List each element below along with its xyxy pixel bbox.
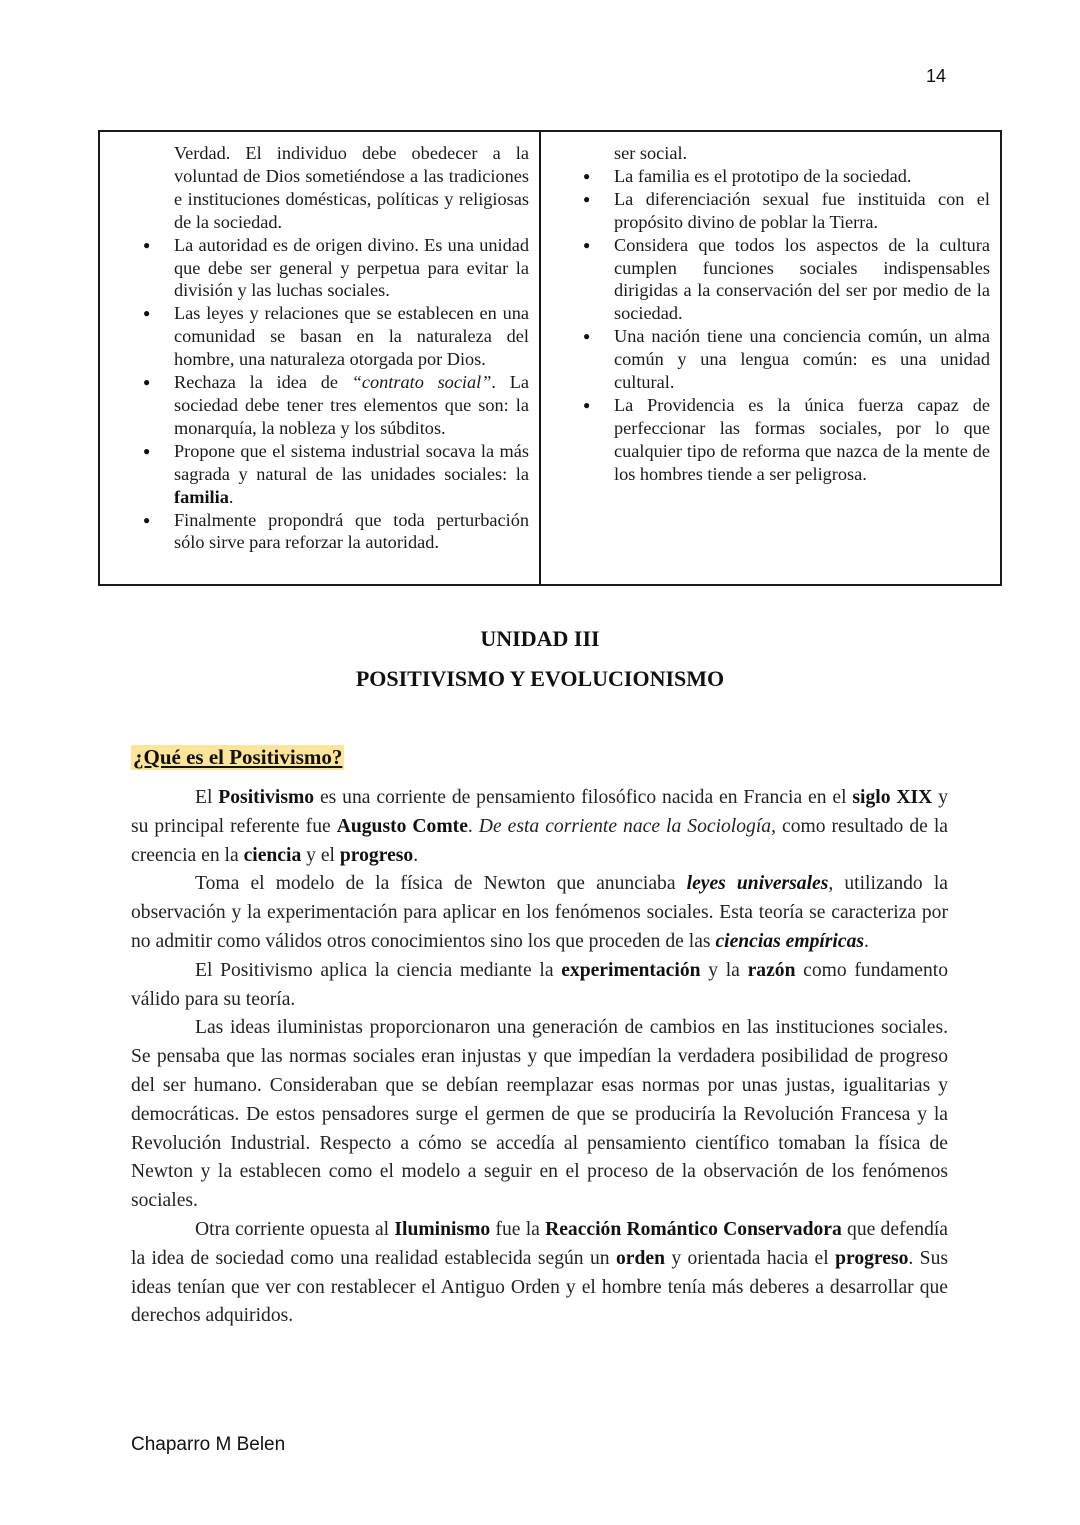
list-item: ● La Providencia es la única fuerza capaz de perfeccionar las formas sociales, por lo que cualquier tipo de reforma que nazca de la mente de los hombres tiende a ser peligrosa. <box>614 394 990 486</box>
section-heading: ¿Qué es el Positivismo? <box>133 745 343 769</box>
list-item: ● La familia es el prototipo de la sociedad. <box>614 165 990 188</box>
unit-label: UNIDAD III <box>480 626 600 651</box>
page-number: 14 <box>926 66 947 86</box>
list-item: ● La diferenciación sexual fue instituida con el propósito divino de poblar la Tierra. <box>614 188 990 234</box>
paragraph: El Positivismo aplica la ciencia mediante la experimentación y la razón como fundamento válido para su teoría. <box>131 959 948 1010</box>
list-item: ● Una nación tiene una conciencia común, un alma común y una lengua común: es una unidad cultural. <box>614 325 990 394</box>
paragraph: Toma el modelo de la física de Newton que anunciaba leyes universales, utilizando la observación y la experimentación para aplicar en los fenómenos sociales. Esta teoría se caracteriza por no admitir como válidos otros conocimientos sino los que proceden de las ciencias empíricas. <box>131 873 948 952</box>
list-item: ● La autoridad es de origen divino. Es una unidad que debe ser general y perpetua para evitar la división y las luchas sociales. <box>174 234 529 303</box>
list-item: ● Las leyes y relaciones que se establecen en una comunidad se basan en la naturaleza del hombre, una naturaleza otorgada por Dios. <box>174 302 529 371</box>
list-item: ● Considera que todos los aspectos de la cultura cumplen funciones sociales indispensables dirigidas a la conservación del ser por medio de la sociedad. <box>614 234 990 326</box>
italic-term: “contrato social” <box>351 372 492 393</box>
table-cell-right <box>541 132 1000 584</box>
footer-author: Chaparro M Belen <box>131 1434 286 1455</box>
paragraph: Las ideas iluministas proporcionaron una generación de cambios en las instituciones sociales. Se pensaba que las normas sociales eran injustas y que impedían la verdadera posibilidad de progreso del ser humano. Consideraban que se debían reemplazar esas normas por unas justas, igualitarias y democráticas. De estos pensadores surge el germen de que se produciría la Revolución Francesa y la Revolución Industrial. Respecto a cómo se accedía al pensamiento científico tomaban la física de Newton y la establecen como el modelo a seguir en el proceso de la observación de los fenómenos sociales. <box>131 1017 948 1212</box>
paragraph: El Positivismo es una corriente de pensamiento filosófico nacida en Francia en el siglo XIX y su principal referente fue Augusto Comte. De esta corriente nace la Sociología, como resultado de la creencia en la ciencia y el progreso. <box>131 787 948 866</box>
bullet-list-right <box>614 165 990 486</box>
bold-term: familia <box>174 486 229 507</box>
list-item: ● Rechaza la idea de “contrato social”. La sociedad debe tener tres elementos que son: la monarquía, la nobleza y los súbditos. <box>174 371 529 440</box>
comparison-table <box>98 130 1002 586</box>
list-item: ● Propone que el sistema industrial socava la más sagrada y natural de las unidades sociales: la familia. <box>174 440 529 509</box>
continuation-text: Verdad. El individuo debe obedecer a la voluntad de Dios sometiéndose a las tradiciones e instituciones domésticas, políticas y religiosas de la sociedad. <box>174 143 529 232</box>
table-cell-left <box>100 132 541 584</box>
bullet-list-left <box>174 234 529 555</box>
unit-title: POSITIVISMO Y EVOLUCIONISMO <box>355 666 725 691</box>
continuation-text: ser social. <box>614 143 688 163</box>
paragraph: Otra corriente opuesta al Iluminismo fue la Reacción Romántico Conservadora que defendía la idea de sociedad como una realidad establecida según un orden y orientada hacia el progreso. Sus ideas tenían que ver con restablecer el Antiguo Orden y el hombre tenía más deberes a desarrollar que derechos adquiridos. <box>131 1218 949 1327</box>
list-item: ● Finalmente propondrá que toda perturbación sólo sirve para reforzar la autoridad. <box>174 509 529 555</box>
body-text <box>131 784 948 1331</box>
